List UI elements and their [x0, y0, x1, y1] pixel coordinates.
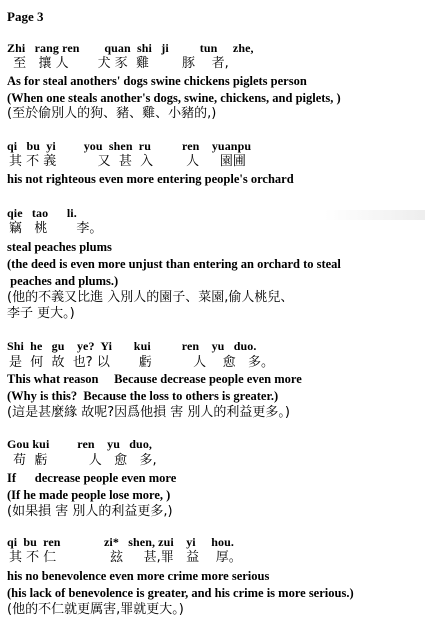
- chinese-line: 竊 桃 李。: [9, 221, 103, 236]
- english-line: peaches and plums.): [7, 274, 119, 288]
- english-line: (If he made people lose more, ): [7, 488, 171, 502]
- english-line: steal peaches plums: [7, 240, 112, 254]
- pinyin-line: qi bu ren zi* shen, zui yi hou.: [7, 535, 234, 549]
- pinyin-line: qie tao li.: [7, 206, 77, 220]
- pinyin-line: qi bu yi you shen ru ren yuanpu: [7, 139, 252, 153]
- english-line: his not righteous even more entering people's orchard: [7, 172, 294, 186]
- pinyin-line: Zhi rang ren quan shi ji tun zhe,: [7, 41, 254, 55]
- chinese-translation: (至於偷別人的狗、豬、雞、小豬的,): [7, 106, 217, 121]
- english-line: If decrease people even more: [7, 471, 177, 485]
- chinese-line: 其 不 義 又 甚 入 人 園圃: [9, 154, 246, 169]
- english-line: As for steal anothers' dogs swine chickens piglets person: [7, 74, 307, 88]
- chinese-translation: (他的不仁就更厲害,罪就更大。): [7, 602, 184, 617]
- english-line: (the deed is even more unjust than entering an orchard to steal: [7, 257, 341, 271]
- english-line: his no benevolence even more crime more serious: [7, 569, 270, 583]
- chinese-translation: (如果損 害 別人的利益更多,): [7, 504, 173, 519]
- chinese-translation: (他的不義又比進 入別人的園子、菜園,偷人桃兒、: [7, 290, 294, 305]
- chinese-translation: 李子 更大。): [7, 306, 75, 321]
- english-line: This what reason Because decrease people even more: [7, 372, 302, 386]
- chinese-translation: (這是甚麼緣 故呢?因爲他損 害 別人的利益更多。): [7, 405, 290, 420]
- english-line: (Why is this? Because the loss to others is greater.): [7, 389, 279, 403]
- pinyin-line: Shi he gu ye? Yi kui ren yu duo.: [7, 339, 257, 353]
- chinese-line: 是 何 故 也? 以 虧 人 愈 多。: [9, 355, 275, 370]
- scan-smudge: [325, 210, 425, 220]
- chinese-line: 至 攘 人 犬 豕 雞 豚 者,: [9, 56, 229, 71]
- page-label: Page 3: [7, 9, 44, 24]
- english-line: (When one steals another's dogs, swine, chickens, and piglets, ): [7, 91, 341, 105]
- english-line: (his lack of benevolence is greater, and his crime is more serious.): [7, 586, 354, 600]
- chinese-line: 其 不 仁 玆 甚,罪 益 厚。: [9, 550, 242, 565]
- pinyin-line: Gou kui ren yu duo,: [7, 437, 153, 451]
- chinese-line: 苟 虧 人 愈 多,: [9, 453, 157, 468]
